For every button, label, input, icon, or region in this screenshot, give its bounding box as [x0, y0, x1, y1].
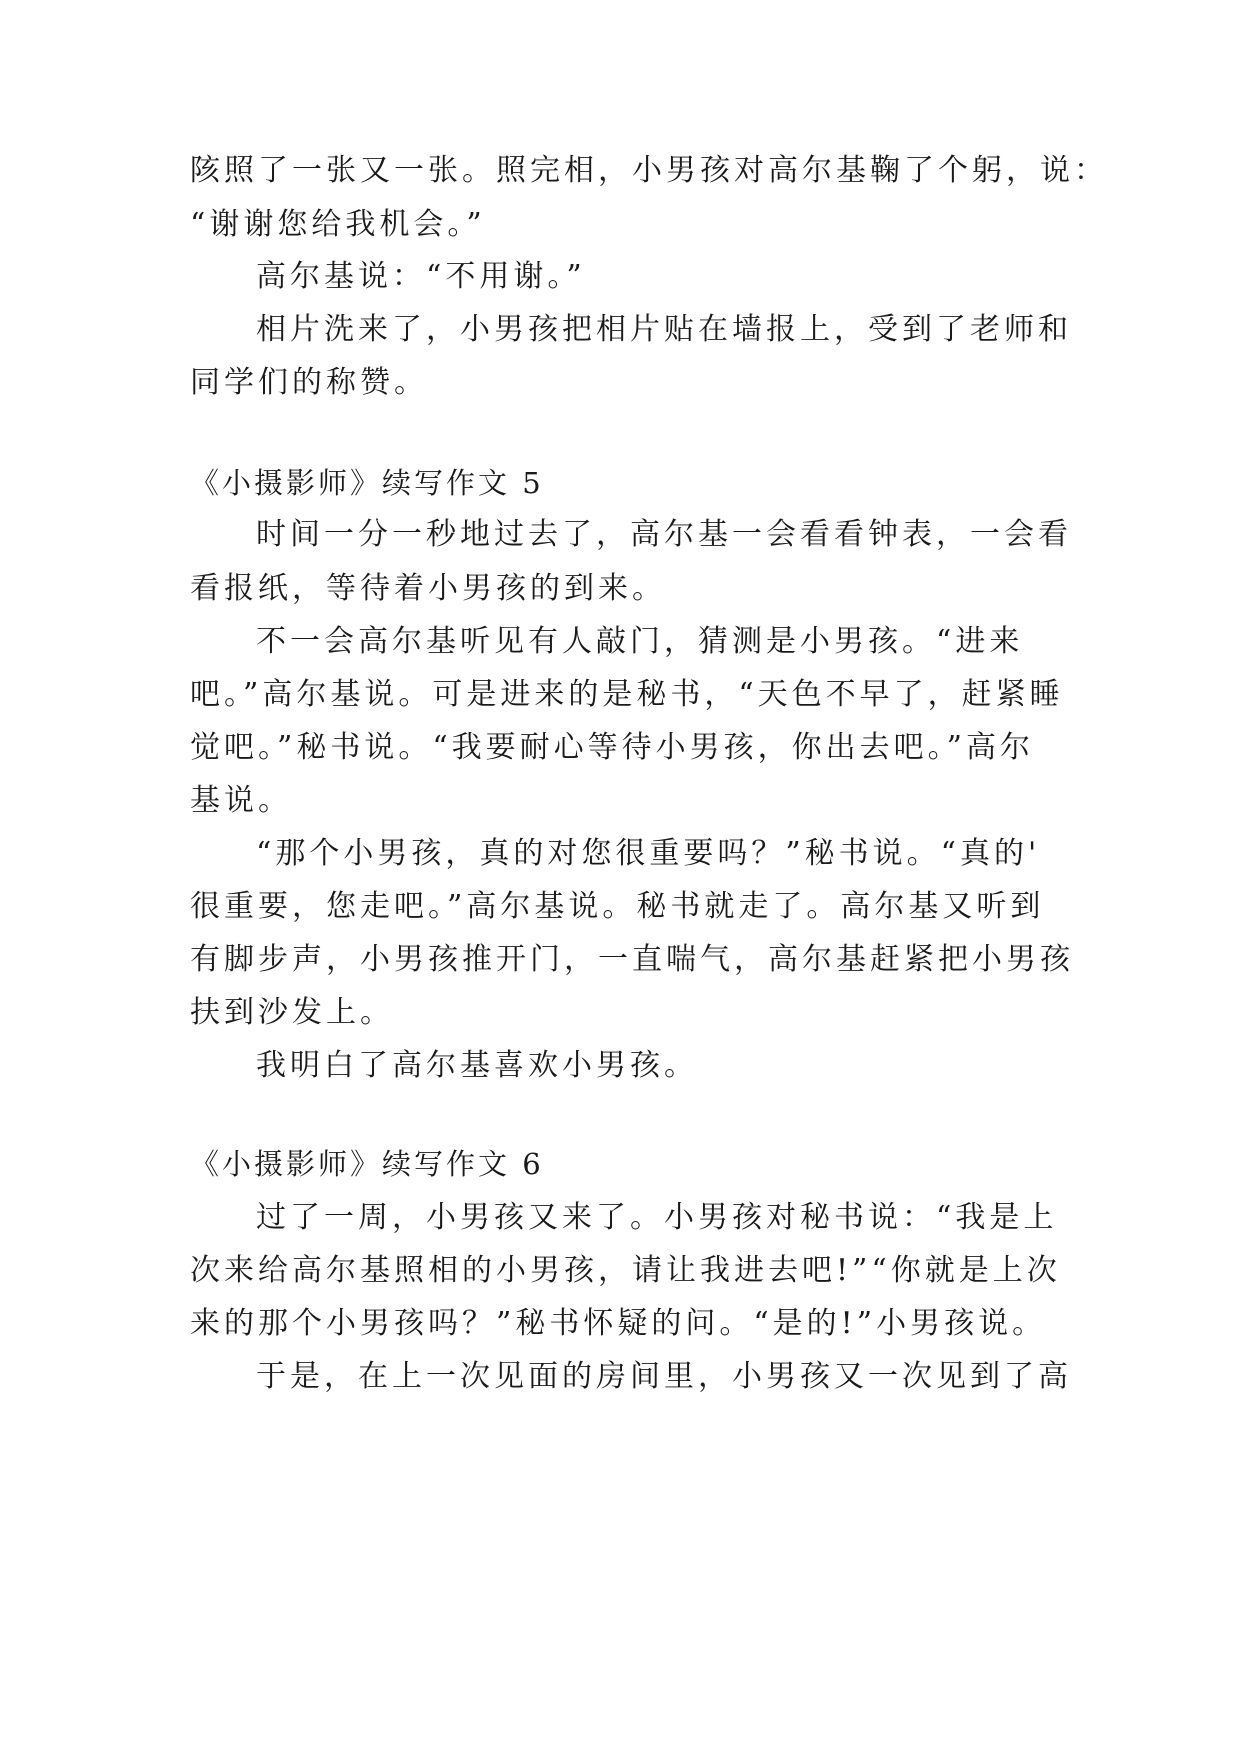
section-heading: 《小摄影师》续写作文 6	[190, 1147, 544, 1181]
paragraph-line: 时间一分一秒地过去了，高尔基一会看看钟表，一会看	[256, 517, 1072, 552]
paragraph-line: “谢谢您给我机会。”	[190, 207, 486, 242]
paragraph-line: 相片洗来了，小男孩把相片贴在墙报上，受到了老师和	[256, 312, 1072, 347]
paragraph-line: 基说。	[190, 783, 292, 818]
paragraph-line: 高尔基说：“不用谢。”	[256, 259, 586, 294]
paragraph-line: 不一会高尔基听见有人敲门，猜测是小男孩。“进来	[256, 624, 1024, 659]
paragraph-line: 我明白了高尔基喜欢小男孩。	[256, 1048, 698, 1083]
paragraph-line: 过了一周，小男孩又来了。小男孩对秘书说：“我是上	[256, 1200, 1058, 1235]
section-heading: 《小摄影师》续写作文 5	[190, 466, 544, 500]
paragraph-line: 扶到沙发上。	[190, 995, 394, 1030]
paragraph-line: 觉吧。”秘书说。“我要耐心等待小男孩，你出去吧。”高尔	[190, 730, 1035, 765]
paragraph-line: 有脚步声，小男孩推开门，一直喘气，高尔基赶紧把小男孩	[190, 942, 1074, 977]
paragraph-line: 看报纸，等待着小男孩的到来。	[190, 571, 666, 606]
paragraph-line: 吧。”高尔基说。可是进来的是秘书，“天色不早了，赶紧睡	[190, 677, 1064, 712]
paragraph-line: 陔照了一张又一张。照完相，小男孩对高尔基鞠了个躬，说：	[190, 153, 1108, 188]
paragraph-line: 很重要，您走吧。”高尔基说。秘书就走了。高尔基又听到	[190, 889, 1045, 924]
paragraph-line: 于是，在上一次见面的房间里，小男孩又一次见到了高	[256, 1359, 1072, 1394]
paragraph-line: 同学们的称赞。	[190, 365, 428, 400]
paragraph-line: 次来给高尔基照相的小男孩，请让我进去吧!”“你就是上次	[190, 1253, 1061, 1288]
paragraph-line: 来的那个小男孩吗？”秘书怀疑的问。“是的!”小男孩说。	[190, 1306, 1047, 1341]
paragraph-line: “那个小男孩，真的对您很重要吗？”秘书说。“真的'	[256, 836, 1041, 871]
